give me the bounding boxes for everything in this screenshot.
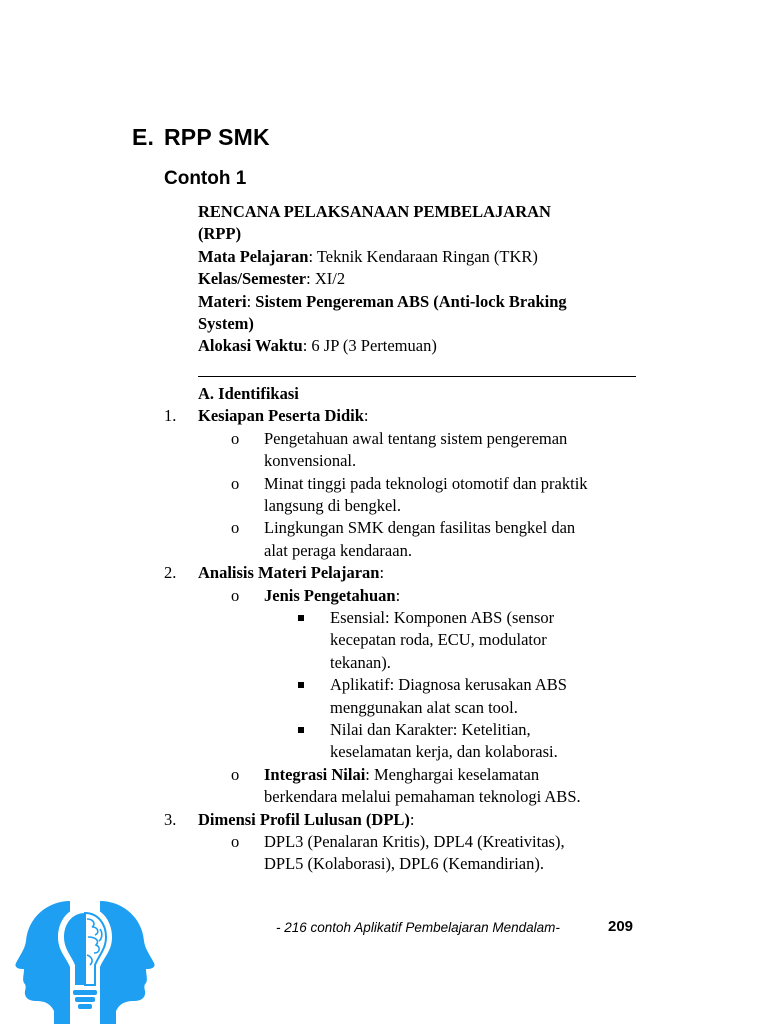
bullet-text: alat peraga kendaraan. (264, 540, 412, 560)
time-value: : 6 JP (3 Pertemuan) (302, 336, 437, 356)
item-heading (198, 405, 369, 427)
item-number: 2. (164, 563, 177, 583)
subitem-text: menggunakan alat scan tool. (330, 697, 518, 717)
integration-value: : Menghargai keselamatan (365, 764, 540, 784)
header-divider (198, 376, 636, 377)
rpp-title-line2: (RPP) (198, 224, 242, 244)
identification-heading: A. Identifikasi (198, 384, 299, 403)
item-suffix: : (409, 809, 415, 829)
subitem-text: Esensial: Komponen ABS (sensor (330, 608, 555, 627)
subitem-text: keselamatan kerja, dan kolaborasi. (330, 742, 558, 762)
item-heading (198, 562, 384, 584)
item-suffix: : (379, 563, 385, 583)
item-suffix: : (363, 406, 369, 426)
bullet-text: Lingkungan SMK dengan fasilitas bengkel dan (264, 518, 576, 538)
item-label: Dimensi Profil Lulusan (DPL) (198, 809, 410, 829)
bullet-marker: o (231, 585, 240, 605)
bullet-text: langsung di bengkel. (264, 496, 402, 515)
class-label: Kelas/Semester (198, 269, 307, 289)
knowledge-label: Jenis Pengetahuan (264, 585, 396, 605)
subject-value: : Teknik Kendaraan Ringan (TKR) (308, 246, 538, 266)
material-value-line1: Sistem Pengereman ABS (Anti-lock Braking (255, 291, 567, 311)
subitem-text: Nilai dan Karakter: Ketelitian, (330, 720, 531, 739)
bullet-text: DPL3 (Penalaran Kritis), DPL4 (Kreativitas), (264, 832, 565, 851)
example-title: Contoh 1 (164, 168, 247, 189)
bullet-marker: o (231, 473, 240, 493)
section-title (132, 124, 270, 151)
item-number: 1. (164, 406, 177, 426)
rpp-title-line1: RENCANA PELAKSANAAN PEMBELAJARAN (198, 202, 551, 221)
footer-text: - 216 contoh Aplikatif Pembelajaran Mendalam- (276, 920, 560, 935)
item-label: Kesiapan Peserta Didik (198, 406, 364, 426)
class-value: : XI/2 (306, 269, 346, 289)
knowledge-heading (264, 585, 400, 607)
time-label: Alokasi Waktu (198, 336, 303, 356)
item-label: Analisis Materi Pelajaran (198, 563, 380, 583)
square-bullet (298, 727, 304, 733)
bullet-text: Pengetahuan awal tentang sistem pengereman (264, 428, 568, 448)
square-bullet (298, 615, 304, 621)
bullet-marker: o (231, 832, 240, 851)
bullet-text: Minat tinggi pada teknologi otomotif dan praktik (264, 473, 588, 493)
time-row (198, 335, 437, 357)
item-number: 3. (164, 809, 177, 829)
section-letter: E. (132, 124, 155, 150)
material-row (198, 291, 567, 313)
head-brain-lightbulb-logo (10, 893, 160, 1024)
bullet-marker: o (231, 428, 240, 448)
bullet-marker: o (231, 764, 240, 784)
subitem-text: Aplikatif: Diagnosa kerusakan ABS (330, 675, 567, 695)
class-row (198, 268, 345, 290)
material-value-line2: System) (198, 314, 254, 333)
integration-label: Integrasi Nilai (264, 764, 366, 784)
square-bullet (298, 682, 304, 688)
subitem-text: kecepatan roda, ECU, modulator (330, 630, 547, 650)
subject-row (198, 246, 538, 268)
knowledge-suffix: : (395, 585, 401, 605)
subitem-text: tekanan). (330, 652, 391, 672)
item-heading (198, 809, 415, 831)
integration-value-line2: berkendara melalui pemahaman teknologi ABS. (264, 787, 581, 807)
page-footer (276, 920, 560, 935)
bullet-marker: o (231, 518, 240, 538)
integration-row (264, 764, 539, 786)
material-sep: : (246, 291, 256, 311)
page-number: 209 (608, 918, 634, 935)
bullet-text: DPL5 (Kolaborasi), DPL6 (Kemandirian). (264, 854, 544, 874)
bullet-text: konvensional. (264, 451, 357, 471)
section-name: RPP SMK (164, 124, 270, 150)
subject-label: Mata Pelajaran (198, 246, 309, 266)
material-label: Materi (198, 291, 247, 311)
